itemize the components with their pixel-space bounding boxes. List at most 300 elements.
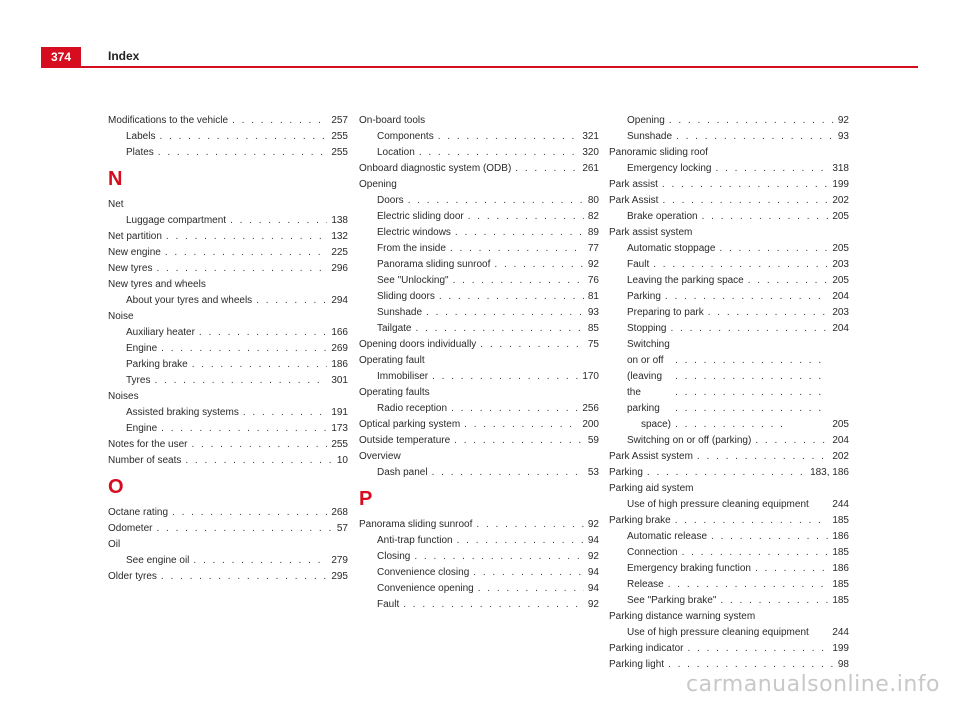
entry-term: Parking [609, 467, 643, 478]
leader-dots [464, 417, 578, 433]
leader-dots [476, 517, 583, 533]
leader-dots [457, 533, 584, 549]
entry-term: Parking indicator [609, 643, 684, 654]
entry-page[interactable]: 185 [832, 579, 849, 590]
leader-dots [708, 305, 829, 321]
entry-term: Parking [627, 291, 661, 302]
leader-dots [439, 289, 584, 305]
entry-term: Onboard diagnostic system (ODB) [359, 163, 512, 174]
leader-dots [414, 549, 584, 565]
index-column-3 [609, 113, 849, 673]
entry-page[interactable]: 80 [587, 195, 599, 206]
entry-term: Outside temperature [359, 435, 451, 446]
leader-dots [419, 145, 579, 161]
entry-page[interactable]: 204 [832, 291, 849, 302]
index-entry [609, 641, 849, 657]
entry-page[interactable]: 173 [331, 423, 348, 434]
entry-page[interactable]: 200 [582, 419, 599, 430]
leader-dots [665, 289, 828, 305]
index-entry [609, 289, 849, 305]
leader-dots [454, 433, 584, 449]
entry-page[interactable]: 76 [587, 275, 599, 286]
index-entry [609, 449, 849, 465]
entry-page[interactable]: 205 [832, 419, 849, 430]
entry-page[interactable]: 10 [336, 455, 348, 466]
leader-dots [185, 453, 333, 469]
index-entry [108, 261, 348, 277]
entry-page[interactable]: 257 [331, 115, 348, 126]
entry-page[interactable]: 92 [587, 519, 599, 530]
entry-page[interactable]: 269 [331, 343, 348, 354]
entry-term: Automatic release [627, 531, 708, 542]
leader-dots [158, 145, 328, 161]
entry-page[interactable]: 77 [587, 243, 599, 254]
entry-term: Fault [627, 259, 650, 270]
leader-dots [647, 465, 806, 481]
entry-page[interactable]: 57 [336, 523, 348, 534]
entry-term: Closing [377, 551, 411, 562]
leader-dots [156, 521, 332, 537]
index-entry [609, 433, 849, 449]
leader-dots [455, 225, 584, 241]
index-entry [108, 405, 348, 421]
entry-term: Switching on or off (parking) [627, 435, 752, 446]
entry-term: Use of high pressure cleaning equipment [627, 627, 809, 638]
entry-page[interactable]: 186 [832, 563, 849, 574]
index-heading: Noise [108, 311, 134, 322]
index-entry [359, 565, 599, 581]
entry-page[interactable]: 185 [832, 547, 849, 558]
leader-dots [415, 321, 583, 337]
leader-dots [243, 405, 327, 421]
index-entry [359, 321, 599, 337]
entry-term: Labels [126, 131, 156, 142]
entry-page[interactable]: 268 [331, 507, 348, 518]
index-entry [609, 561, 849, 577]
leader-dots [662, 193, 828, 209]
entry-term: New tyres [108, 263, 153, 274]
entry-page[interactable]: 255 [331, 131, 348, 142]
entry-term: Convenience opening [377, 583, 474, 594]
entry-term: Fault [377, 599, 400, 610]
index-heading: Panoramic sliding roof [609, 147, 708, 158]
leader-dots [165, 245, 328, 261]
entry-page[interactable]: 92 [837, 115, 849, 126]
entry-page[interactable]: 75 [587, 339, 599, 350]
entry-page[interactable]: 85 [587, 323, 599, 334]
entry-term: Older tyres [108, 571, 157, 582]
entry-page[interactable]: 170 [582, 371, 599, 382]
index-entry [108, 113, 348, 129]
entry-page[interactable]: 321 [582, 131, 599, 142]
entry-term: New engine [108, 247, 161, 258]
index-entry [108, 421, 348, 437]
entry-page[interactable]: 92 [587, 599, 599, 610]
leader-dots [720, 593, 828, 609]
leader-dots [161, 569, 327, 585]
leader-dots [697, 449, 828, 465]
index-entry [609, 513, 849, 529]
entry-page[interactable]: 186 [832, 531, 849, 542]
entry-page[interactable]: 138 [331, 215, 348, 226]
index-entry [609, 257, 849, 273]
entry-page[interactable]: 279 [331, 555, 348, 566]
leader-dots [450, 241, 584, 257]
index-entry [359, 581, 599, 597]
index-entry [609, 545, 849, 561]
index-entry [609, 497, 849, 513]
index-entry [359, 305, 599, 321]
entry-term: Optical parking system [359, 419, 461, 430]
index-entry [108, 341, 348, 357]
index-entry [359, 161, 599, 177]
section-letter: O [108, 476, 124, 498]
index-entry [609, 305, 849, 321]
index-entry [108, 373, 348, 389]
leader-dots [193, 553, 327, 569]
entry-page[interactable]: 93 [587, 307, 599, 318]
entry-page[interactable]: 205 [832, 243, 849, 254]
entry-page[interactable]: 255 [331, 439, 348, 450]
index-heading: Opening [359, 179, 397, 190]
index-entry [609, 337, 849, 433]
index-entry [609, 113, 849, 129]
leader-dots [256, 293, 327, 309]
index-entry [108, 437, 348, 453]
index-entry [609, 465, 849, 481]
entry-term: See engine oil [126, 555, 190, 566]
watermark: carmanualsonline.info [686, 672, 940, 697]
index-entry [359, 433, 599, 449]
entry-term: Park assist [609, 179, 658, 190]
entry-page[interactable]: 244 [832, 627, 849, 638]
index-entry [359, 273, 599, 289]
index-entry [359, 225, 599, 241]
entry-term: About your tyres and wheels [126, 295, 253, 306]
entry-page[interactable]: 94 [587, 535, 599, 546]
entry-term: Net partition [108, 231, 162, 242]
entry-term: Octane rating [108, 507, 169, 518]
entry-term-line1: Switching on or off (leaving the parking [627, 339, 670, 414]
entry-term: Brake operation [627, 211, 698, 222]
index-entry [108, 293, 348, 309]
entry-term: Panorama sliding sunroof [377, 259, 491, 270]
leader-dots [478, 581, 584, 597]
section-letter: P [359, 488, 373, 510]
entry-term: Radio reception [377, 403, 448, 414]
leader-dots [159, 129, 327, 145]
leader-dots [676, 129, 834, 145]
entry-term: Connection [627, 547, 678, 558]
leader-dots [702, 209, 829, 225]
index-entry [359, 533, 599, 549]
entry-page[interactable]: 53 [587, 467, 599, 478]
leader-dots [662, 177, 828, 193]
entry-page[interactable]: 296 [331, 263, 348, 274]
index-entry [359, 129, 599, 145]
entry-page[interactable]: 183, 186 [810, 467, 849, 478]
index-entry [359, 597, 599, 613]
index-heading: Oil [108, 539, 121, 550]
index-column-2 [359, 113, 599, 613]
entry-term: Electric windows [377, 227, 451, 238]
entry-page[interactable]: 261 [582, 163, 599, 174]
index-entry [108, 521, 348, 537]
entry-term: Parking brake [609, 515, 671, 526]
entry-term: Number of seats [108, 455, 182, 466]
index-entry [108, 229, 348, 245]
entry-page[interactable]: 204 [832, 435, 849, 446]
leader-dots [515, 161, 578, 177]
entry-term: From the inside [377, 243, 446, 254]
leader-dots [408, 193, 584, 209]
entry-page[interactable]: 94 [587, 567, 599, 578]
entry-page[interactable]: 203 [832, 307, 849, 318]
index-entry [609, 657, 849, 673]
entry-term: Tailgate [377, 323, 412, 334]
entry-term: Use of high pressure cleaning equipment [627, 499, 809, 510]
entry-page[interactable]: 199 [832, 643, 849, 654]
leader-dots [669, 113, 834, 129]
entry-page[interactable]: 301 [331, 375, 348, 386]
entry-term: Panorama sliding sunroof [359, 519, 473, 530]
index-heading: Parking distance warning system [609, 611, 756, 622]
entry-page[interactable]: 295 [331, 571, 348, 582]
entry-page[interactable]: 185 [832, 515, 849, 526]
entry-page[interactable]: 202 [832, 195, 849, 206]
entry-term: Emergency braking function [627, 563, 751, 574]
page-number: 374 [41, 47, 81, 67]
entry-term: Parking brake [126, 359, 188, 370]
entry-term: Park Assist system [609, 451, 693, 462]
entry-term: Assisted braking systems [126, 407, 239, 418]
index-entry [359, 145, 599, 161]
entry-term: Modifications to the vehicle [108, 115, 229, 126]
index-entry [108, 453, 348, 469]
leader-dots [668, 657, 834, 673]
leader-dots [154, 373, 327, 389]
entry-page[interactable]: 93 [837, 131, 849, 142]
leader-dots [166, 229, 327, 245]
index-entry [108, 245, 348, 261]
entry-page[interactable]: 92 [587, 259, 599, 270]
entry-page[interactable]: 256 [582, 403, 599, 414]
leader-dots [755, 433, 828, 449]
entry-page[interactable]: 205 [832, 275, 849, 286]
index-heading: Operating faults [359, 387, 430, 398]
entry-term: Plates [126, 147, 154, 158]
entry-term: Immobiliser [377, 371, 429, 382]
index-entry [359, 241, 599, 257]
index-entry [108, 325, 348, 341]
index-entry [609, 577, 849, 593]
index-entry [609, 193, 849, 209]
entry-term: See "Parking brake" [627, 595, 717, 606]
entry-term: Sunshade [377, 307, 423, 318]
leader-dots [161, 341, 327, 357]
leader-dots [668, 577, 829, 593]
entry-page[interactable]: 294 [331, 295, 348, 306]
entry-term: Auxiliary heater [126, 327, 195, 338]
entry-term: Parking light [609, 659, 665, 670]
index-entry [108, 553, 348, 569]
index-heading: Net [108, 199, 124, 210]
leader-dots [468, 209, 584, 225]
entry-term: Release [627, 579, 664, 590]
leader-dots [172, 505, 327, 521]
leader-dots [199, 325, 327, 341]
leader-dots [432, 369, 578, 385]
index-entry [359, 517, 599, 533]
entry-term: Opening [627, 115, 665, 126]
leader-dots [711, 529, 828, 545]
index-column-1 [108, 113, 348, 585]
entry-page[interactable]: 166 [331, 327, 348, 338]
leader-dots [161, 421, 327, 437]
entry-page[interactable]: 320 [582, 147, 599, 158]
entry-page[interactable]: 82 [587, 211, 599, 222]
leader-dots [426, 305, 584, 321]
index-entry [609, 625, 849, 641]
entry-page[interactable]: 202 [832, 451, 849, 462]
index-entry [359, 465, 599, 481]
leader-dots [473, 565, 584, 581]
leader-dots [192, 357, 328, 373]
index-entry [609, 241, 849, 257]
index-heading: Parking aid system [609, 483, 694, 494]
index-entry [108, 145, 348, 161]
page-title: Index [108, 49, 140, 63]
leader-dots [675, 513, 829, 529]
entry-term: Stopping [627, 323, 667, 334]
index-heading: On-board tools [359, 115, 426, 126]
entry-page[interactable]: 199 [832, 179, 849, 190]
index-heading: Operating fault [359, 355, 425, 366]
index-entry [609, 177, 849, 193]
leader-dots [748, 273, 829, 289]
index-entry [108, 569, 348, 585]
index-entry [359, 401, 599, 417]
index-entry [359, 549, 599, 565]
index-entry [359, 289, 599, 305]
leader-dots [403, 597, 584, 613]
leader-dots [687, 641, 828, 657]
entry-term: See "Unlocking" [377, 275, 449, 286]
entry-page[interactable]: 89 [587, 227, 599, 238]
entry-term: Engine [126, 423, 158, 434]
header-rule [41, 66, 918, 68]
index-entry [609, 161, 849, 177]
entry-page[interactable]: 59 [587, 435, 599, 446]
entry-page[interactable]: 204 [832, 323, 849, 334]
index-entry [609, 593, 849, 609]
entry-page[interactable]: 318 [832, 163, 849, 174]
entry-page[interactable]: 186 [331, 359, 348, 370]
entry-term: Engine [126, 343, 158, 354]
leader-dots [755, 561, 828, 577]
entry-page[interactable]: 94 [587, 583, 599, 594]
entry-term: Park Assist [609, 195, 659, 206]
leader-dots [480, 337, 584, 353]
entry-page[interactable]: 205 [832, 211, 849, 222]
entry-page[interactable]: 81 [587, 291, 599, 302]
leader-dots [156, 261, 327, 277]
index-entry [609, 273, 849, 289]
entry-page[interactable]: 255 [331, 147, 348, 158]
entry-page[interactable]: 92 [587, 551, 599, 562]
leader-dots [675, 353, 828, 433]
index-heading: Noises [108, 391, 139, 402]
index-entry [108, 357, 348, 373]
index-entry [359, 417, 599, 433]
entry-term: Components [377, 131, 434, 142]
entry-term: Dash panel [377, 467, 428, 478]
leader-dots [232, 113, 327, 129]
entry-page[interactable]: 225 [331, 247, 348, 258]
page-header [0, 0, 960, 70]
entry-term: Doors [377, 195, 404, 206]
index-entry [359, 193, 599, 209]
entry-term: Notes for the user [108, 439, 188, 450]
index-heading: Park assist system [609, 227, 693, 238]
leader-dots [682, 545, 829, 561]
leader-dots [451, 401, 578, 417]
entry-page[interactable]: 203 [832, 259, 849, 270]
leader-dots [653, 257, 828, 273]
index-entry [359, 369, 599, 385]
entry-term: Anti-trap function [377, 535, 453, 546]
index-entry [108, 505, 348, 521]
entry-term: Electric sliding door [377, 211, 464, 222]
leader-dots [230, 213, 327, 229]
entry-page[interactable]: 132 [331, 231, 348, 242]
entry-term: Sliding doors [377, 291, 435, 302]
index-entry [609, 209, 849, 225]
entry-term: Automatic stoppage [627, 243, 716, 254]
index-entry [359, 209, 599, 225]
entry-page[interactable]: 98 [837, 659, 849, 670]
entry-term: Sunshade [627, 131, 673, 142]
entry-term: Emergency locking [627, 163, 712, 174]
entry-term: Luggage compartment [126, 215, 227, 226]
index-entry [108, 129, 348, 145]
entry-term: Convenience closing [377, 567, 470, 578]
index-entry [108, 213, 348, 229]
entry-term: Preparing to park [627, 307, 704, 318]
index-entry [609, 129, 849, 145]
entry-term: Location [377, 147, 415, 158]
leader-dots [670, 321, 828, 337]
entry-page[interactable]: 185 [832, 595, 849, 606]
entry-page[interactable]: 191 [331, 407, 348, 418]
entry-term: Tyres [126, 375, 151, 386]
leader-dots [719, 241, 828, 257]
leader-dots [191, 437, 327, 453]
index-entry [609, 529, 849, 545]
leader-dots [432, 465, 584, 481]
entry-term: Odometer [108, 523, 153, 534]
index-heading: New tyres and wheels [108, 279, 206, 290]
entry-term [627, 337, 671, 433]
leader-dots [494, 257, 583, 273]
entry-term-line2: space) [641, 419, 672, 430]
leader-dots [715, 161, 828, 177]
index-entry [359, 257, 599, 273]
leader-dots [438, 129, 579, 145]
section-letter: N [108, 168, 123, 190]
entry-page[interactable]: 244 [832, 499, 849, 510]
index-entry [359, 337, 599, 353]
